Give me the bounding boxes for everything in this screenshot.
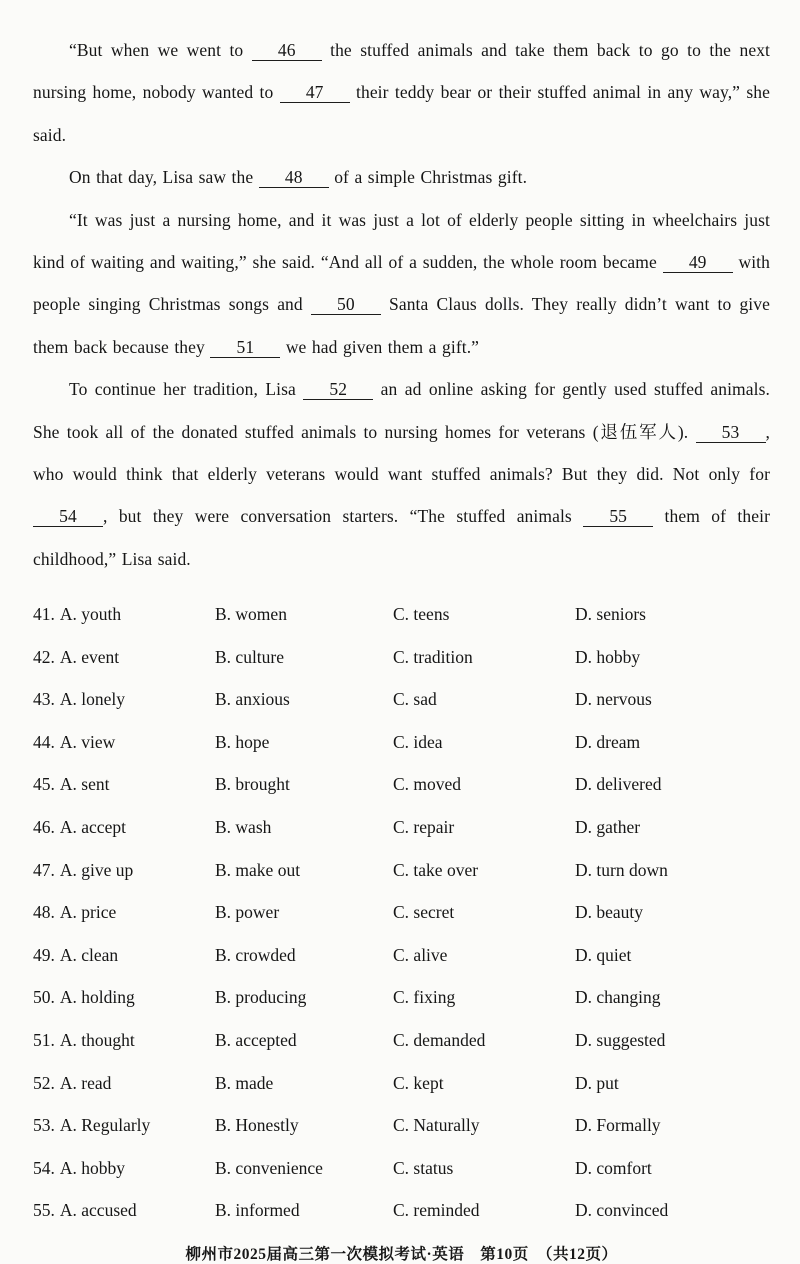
page-footer [33,1242,770,1264]
option-cell [215,774,393,795]
question-number: 54. [33,1157,55,1178]
option-cell [393,1158,575,1179]
option-cell [215,647,393,668]
option-cell [393,774,575,795]
option-text: D. Formally [575,1115,661,1136]
question-number: 46. [33,817,55,838]
option-text: B. brought [215,774,290,795]
questions-list [33,593,770,1232]
option-text: D. gather [575,817,641,838]
option-text: D. seniors [575,604,646,625]
option-text: C. repair [393,817,455,838]
option-cell [33,647,215,668]
option-text: B. make out [215,859,301,880]
passage-text: “But when we went to [69,40,252,60]
question-number: 52. [33,1072,55,1093]
option-cell [215,1030,393,1051]
question-number: 45. [33,774,55,795]
question-row [33,934,770,977]
option-text: D. nervous [575,689,652,710]
option-cell [215,945,393,966]
option-cell [33,1158,215,1179]
option-cell [575,817,770,838]
option-text: D. quiet [575,944,632,965]
option-cell [393,902,575,923]
option-cell [33,1115,215,1136]
option-cell [33,1030,215,1051]
question-row [33,636,770,679]
option-cell [393,987,575,1008]
option-text: C. moved [393,774,462,795]
passage-text: To continue her tradition, Lisa [69,379,304,400]
option-text: A. view [59,731,116,752]
option-cell [33,689,215,710]
option-cell [215,817,393,838]
option-cell [575,1115,770,1136]
option-cell [33,1200,215,1221]
question-row [33,1147,770,1190]
question-row [33,1019,770,1062]
option-cell [575,860,770,881]
option-text: C. take over [393,859,479,880]
question-number: 47. [33,859,55,880]
option-text: B. hope [215,731,270,752]
option-text: D. dream [575,731,641,752]
option-text: B. Honestly [215,1115,299,1136]
option-cell [393,1073,575,1094]
option-text: A. Regularly [59,1115,151,1136]
question-number: 43. [33,689,55,710]
option-cell [393,860,575,881]
option-cell [215,1115,393,1136]
option-cell [575,1030,770,1051]
cloze-blank: 46 [252,40,322,61]
option-text: A. youth [59,604,122,625]
passage-text: , but they were conversation starters. “The stuffed animals [103,506,584,527]
passage-text: of a simple Christmas gift. [328,167,528,188]
option-text: C. sad [393,689,437,710]
passage-text: the stuffed animals and take them back to go to the next nursing home, nobody wanted to [33,40,771,103]
option-cell [393,647,575,668]
question-row [33,764,770,807]
option-text: D. convinced [575,1200,669,1221]
option-cell [575,945,770,966]
option-text: C. tradition [393,646,473,667]
option-text: A. clean [59,944,119,965]
question-row [33,1104,770,1147]
option-text: B. culture [215,646,285,667]
option-text: B. convenience [215,1157,323,1178]
option-text: C. kept [393,1072,444,1093]
cloze-blank: 53 [696,422,766,443]
footer-text: 柳州市2025届高三第一次模拟考试·英语 第10页 （共12页） [185,1246,618,1264]
option-cell [575,604,770,625]
option-cell [575,902,770,923]
passage-text: them of their childhood,” Lisa said. [33,506,770,569]
cloze-blank: 50 [311,294,381,315]
option-text: B. made [215,1072,274,1093]
option-text: D. delivered [575,774,662,795]
option-text: A. sent [59,774,110,795]
option-cell [575,774,770,795]
option-cell [215,604,393,625]
option-cell [33,945,215,966]
option-cell [33,987,215,1008]
question-row [33,1062,770,1105]
passage-paragraph [33,156,770,198]
option-text: C. status [393,1157,454,1178]
option-text: B. crowded [215,944,296,965]
option-text: B. anxious [215,689,290,710]
option-text: B. power [215,902,280,923]
option-text: A. holding [59,987,135,1008]
passage-text: “It was just a nursing home, and it was just a lot of elderly people sitting in wheelchairs just kind of waiting and waiting,” she said. “And all of a sudden, the whole room became [33,209,770,273]
passage-text: On that day, Lisa saw the [69,167,259,188]
option-text: A. hobby [59,1157,126,1178]
option-text: D. comfort [575,1157,652,1178]
question-number: 55. [33,1200,55,1221]
passage-text: with people singing Christmas songs and [33,252,770,315]
option-text: C. idea [393,731,443,752]
option-cell [575,987,770,1008]
passage-paragraph [33,368,770,580]
option-cell [393,945,575,966]
option-text: A. give up [59,859,134,880]
question-number: 50. [33,987,55,1008]
option-text: B. wash [215,817,272,838]
option-cell [33,817,215,838]
option-cell [575,1158,770,1179]
option-cell [215,860,393,881]
option-cell [393,1200,575,1221]
option-cell [575,689,770,710]
option-text: C. teens [393,604,450,625]
cloze-blank: 52 [303,379,373,400]
option-text: D. turn down [575,859,668,880]
question-number: 51. [33,1030,55,1051]
passage-text: , who would think that elderly veterans would want stuffed animals? But they did. Not only for [33,421,770,485]
question-row [33,977,770,1020]
option-cell [393,732,575,753]
option-text: D. put [575,1072,619,1093]
option-text: A. read [59,1072,112,1093]
option-text: C. fixing [393,987,456,1008]
option-cell [215,1073,393,1094]
option-text: C. demanded [393,1030,486,1051]
option-text: A. accused [59,1200,137,1221]
option-cell [215,902,393,923]
cloze-blank: 51 [210,337,280,358]
option-cell [33,1073,215,1094]
question-row [33,678,770,721]
option-cell [575,1073,770,1094]
option-cell [393,817,575,838]
question-number: 44. [33,731,55,752]
option-text: A. price [59,902,117,923]
option-cell [33,604,215,625]
passage-text: an ad online asking for gently used stuffed animals. She took all of the donated stuffed animals to nursing homes for veterans (退伍军人). [33,379,770,442]
option-text: C. secret [393,902,455,923]
option-cell [393,604,575,625]
question-number: 53. [33,1115,55,1136]
passage-paragraph [33,199,770,369]
option-text: C. alive [393,944,448,965]
option-text: D. suggested [575,1030,666,1051]
option-text: B. producing [215,987,307,1008]
question-row [33,806,770,849]
cloze-blank: 47 [280,82,350,103]
option-text: B. women [215,604,287,625]
option-text: A. lonely [59,689,126,710]
option-text: C. reminded [393,1200,480,1221]
cloze-blank: 49 [663,252,733,273]
cloze-blank: 48 [259,167,329,188]
option-cell [215,987,393,1008]
cloze-blank: 54 [33,506,103,527]
question-number: 41. [33,604,55,625]
option-text: C. Naturally [393,1115,480,1136]
question-row [33,593,770,636]
option-text: A. thought [59,1030,135,1051]
passage-text: we had given them a gift.” [280,336,480,357]
option-cell [215,732,393,753]
option-cell [393,689,575,710]
option-text: B. accepted [215,1030,297,1051]
option-text: D. beauty [575,902,644,923]
question-number: 42. [33,646,55,667]
passage-paragraph [33,29,770,156]
option-cell [215,689,393,710]
option-cell [575,732,770,753]
passage [33,29,770,580]
question-row [33,891,770,934]
option-cell [33,860,215,881]
question-row [33,1190,770,1233]
option-cell [33,774,215,795]
option-cell [575,1200,770,1221]
option-cell [393,1115,575,1136]
option-cell [215,1158,393,1179]
question-row [33,849,770,892]
option-cell [393,1030,575,1051]
option-cell [575,647,770,668]
option-text: D. changing [575,987,661,1008]
question-row [33,721,770,764]
cloze-blank: 55 [583,506,653,527]
option-text: B. informed [215,1200,300,1221]
option-cell [215,1200,393,1221]
option-text: D. hobby [575,646,641,667]
option-text: A. accept [59,817,126,838]
option-text: A. event [59,646,120,667]
option-cell [33,902,215,923]
passage-text: their teddy bear or their stuffed animal in any way,” she said. [33,82,770,145]
question-number: 48. [33,902,55,923]
question-number: 49. [33,944,55,965]
option-cell [33,732,215,753]
passage-text: Santa Claus dolls. They really didn’t want to give them back because they [33,294,770,357]
